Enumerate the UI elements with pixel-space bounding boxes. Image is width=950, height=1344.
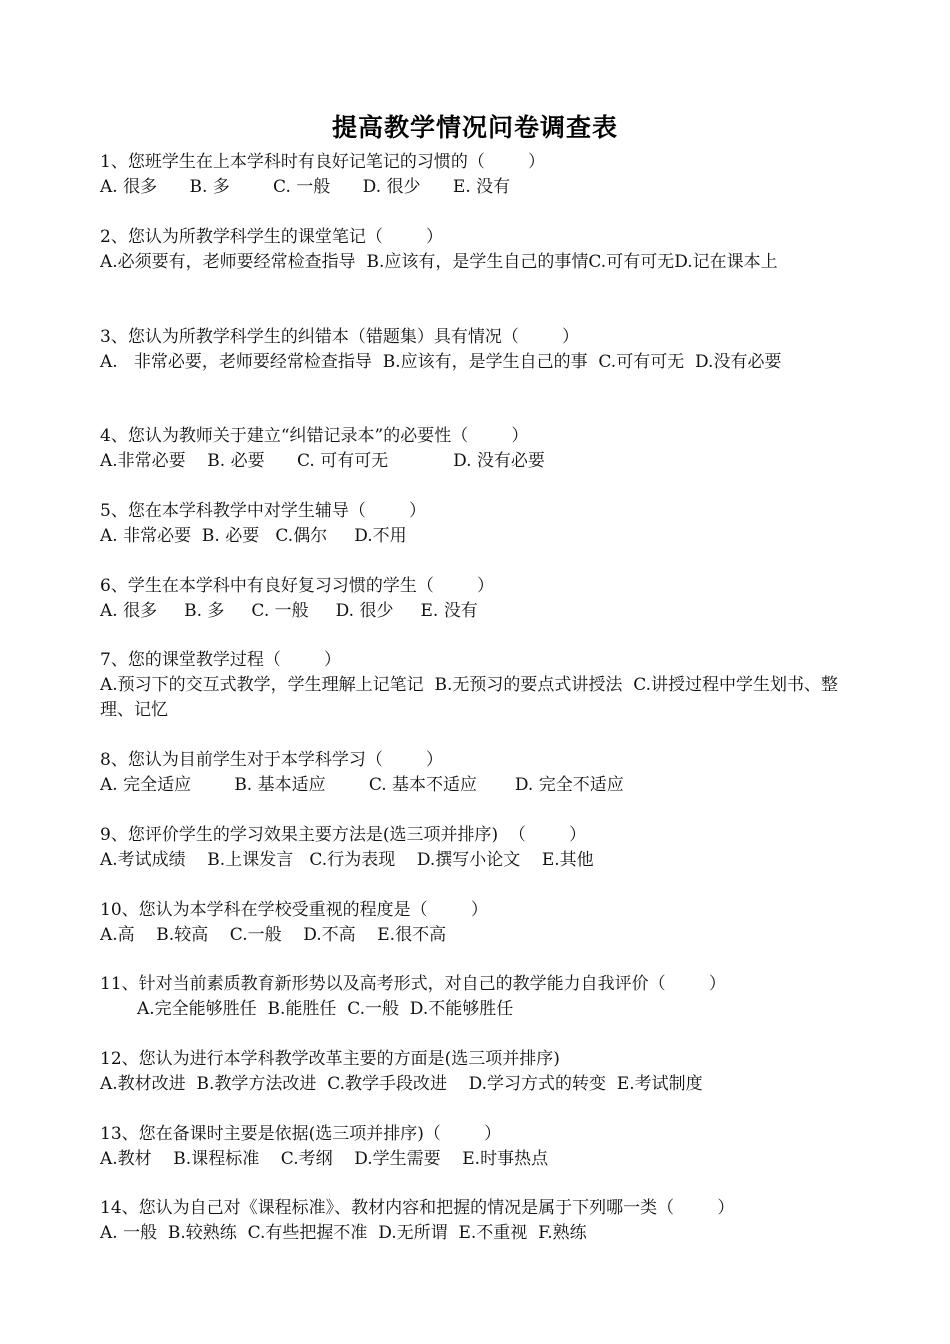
question-text: 3、您认为所教学科学生的纠错本（错题集）具有情况（ ）: [100, 327, 580, 347]
question-options: A.必须要有，老师要经常检查指导 B.应该有，是学生自己的事情C.可有可无D.记在课本上: [100, 252, 778, 272]
question-text: 6、学生在本学科中有良好复习习惯的学生（ ）: [100, 576, 495, 596]
question-options: A.高 B.较高 C.一般 D.不高 E.很不高: [100, 925, 447, 945]
question-text: 13、您在备课时主要是依据(选三项并排序)（ ）: [100, 1124, 502, 1144]
page-title: 提高教学情况问卷调查表: [331, 113, 618, 142]
question-text: 9、您评价学生的学习效果主要方法是(选三项并排序) （ ）: [100, 825, 587, 845]
question-options: A.教材改进 B.教学方法改进 C.教学手段改进 D.学习方式的转变 E.考试制度: [100, 1074, 703, 1094]
question-11: [100, 972, 870, 1022]
question-text: 4、您认为教师关于建立“纠错记录本”的必要性（ ）: [100, 426, 529, 446]
question-text: 1、您班学生在上本学科时有良好记笔记的习惯的（ ）: [100, 152, 546, 172]
question-1: [100, 150, 870, 200]
question-2: [100, 225, 870, 275]
question-text: 11、针对当前素质教育新形势以及高考形式，对自己的教学能力自我评价（ ）: [100, 974, 726, 994]
question-options: A.预习下的交互式教学，学生理解上记笔记 B.无预习的要点式讲授法 C.讲授过程中学生划书、整理、记忆: [100, 675, 838, 720]
question-options: A.考试成绩 B.上课发言 C.行为表现 D.撰写小论文 E.其他: [100, 850, 594, 870]
question-13: [100, 1122, 870, 1172]
question-12: [100, 1047, 870, 1097]
question-options: A. 非常必要 B. 必要 C.偶尔 D.不用: [100, 526, 407, 546]
question-4: [100, 424, 870, 474]
question-options: A. 完全适应 B. 基本适应 C. 基本不适应 D. 完全不适应: [100, 775, 624, 795]
question-options: A.完全能够胜任 B.能胜任 C.一般 D.不能够胜任: [137, 999, 514, 1019]
question-10: [100, 898, 870, 948]
question-9: [100, 823, 870, 873]
question-5: [100, 499, 870, 549]
question-14: [100, 1196, 870, 1246]
question-6: [100, 574, 870, 624]
question-text: 2、您认为所教学科学生的课堂笔记（ ）: [100, 227, 444, 247]
question-text: 5、您在本学科教学中对学生辅导（ ）: [100, 501, 427, 521]
question-text: 7、您的课堂教学过程（ ）: [100, 650, 342, 670]
question-options: A.非常必要 B. 必要 C. 可有可无 D. 没有必要: [100, 451, 545, 471]
question-text: 8、您认为目前学生对于本学科学习（ ）: [100, 750, 444, 770]
question-options: A. 非常必要，老师要经常检查指导 B.应该有，是学生自己的事 C.可有可无 D.没有必要: [100, 352, 782, 372]
question-options: A. 很多 B. 多 C. 一般 D. 很少 E. 没有: [100, 177, 511, 197]
question-3: [100, 325, 870, 375]
question-7: [100, 648, 870, 723]
question-8: [100, 748, 870, 798]
question-options: A.教材 B.课程标准 C.考纲 D.学生需要 E.时事热点: [100, 1149, 549, 1169]
question-text: 12、您认为进行本学科教学改革主要的方面是(选三项并排序): [100, 1049, 560, 1069]
question-text: 10、您认为本学科在学校受重视的程度是（ ）: [100, 900, 488, 920]
question-options: A. 很多 B. 多 C. 一般 D. 很少 E. 没有: [100, 601, 478, 621]
question-options: A. 一般 B.较熟练 C.有些把握不准 D.无所谓 E.不重视 F.熟练: [100, 1223, 587, 1243]
question-text: 14、您认为自己对《课程标准》、教材内容和把握的情况是属于下列哪一类（ ）: [100, 1198, 735, 1218]
